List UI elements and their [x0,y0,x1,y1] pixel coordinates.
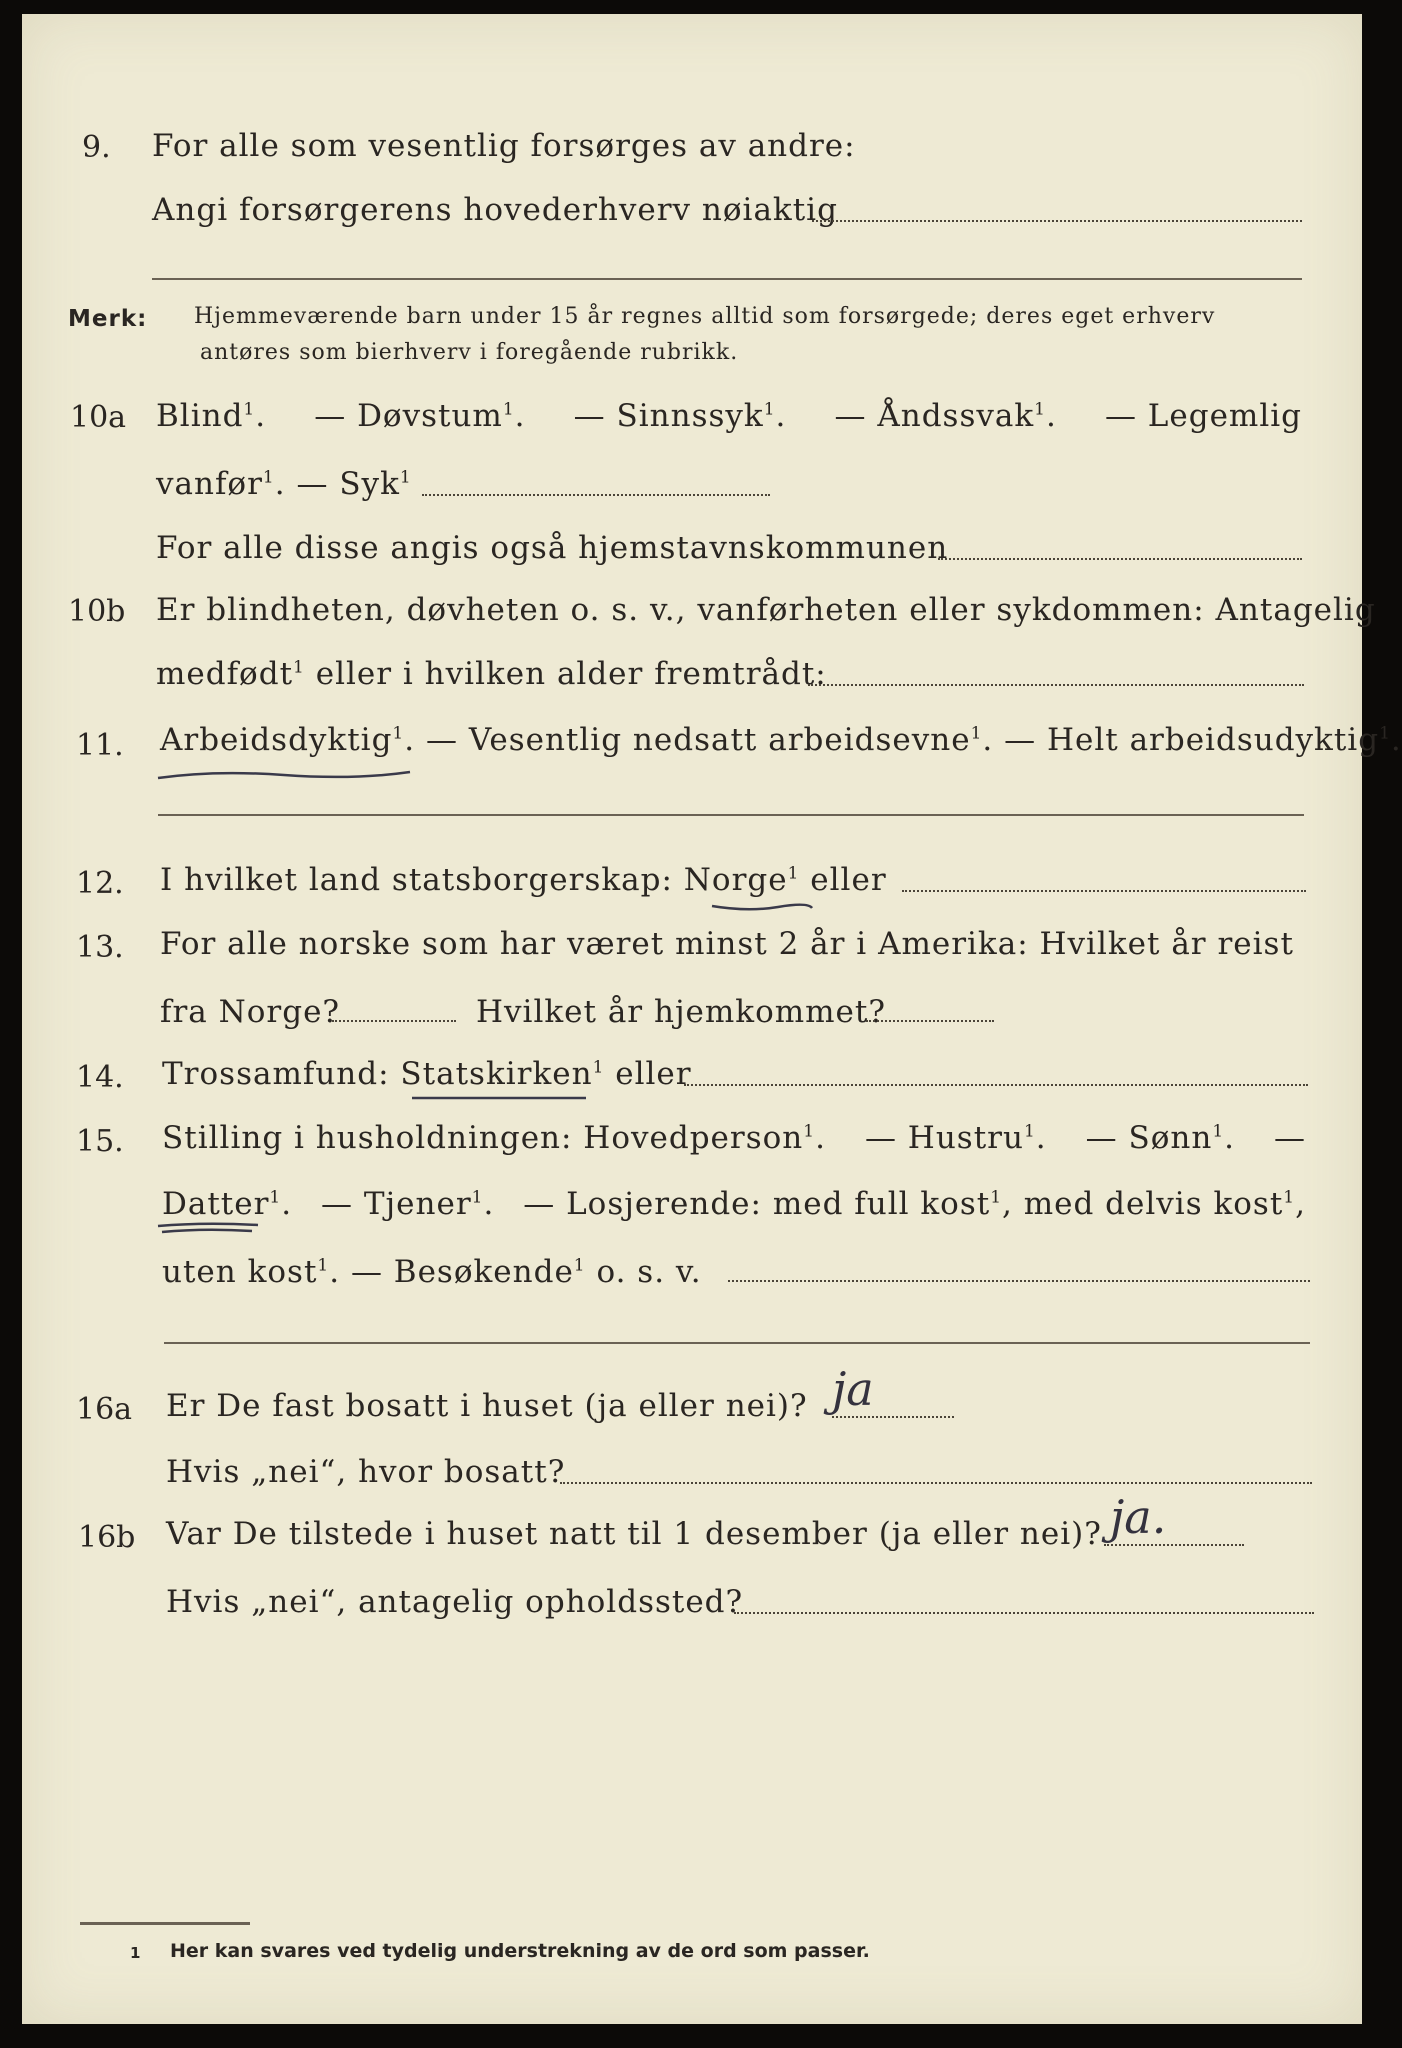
footnote-text: Her kan svares ved tydelig understrekning av de ord som passer. [170,1940,870,1962]
q11-number: 11. [76,728,124,763]
q16b-line2: Hvis „nei“, antagelig opholdssted? [166,1584,744,1620]
q9-answer-line [152,278,1302,280]
q14-number: 14. [76,1060,124,1095]
option-hovedperson: Stilling i husholdningen: Hovedperson$^1$. [162,1120,826,1156]
q15-line1: Stilling i husholdningen: Hovedperson$^1$. — Hustru$^1$. — Sønn$^1$. — [162,1120,1306,1156]
q16b-handwritten-answer: ja. [1110,1490,1167,1544]
footnote-rule [80,1922,250,1925]
q15-line2 [162,1186,1306,1222]
option-blind: Blind$^1$. [156,398,267,434]
option-statskirken: Statskirken$^1$ [400,1056,605,1092]
underline-datter [154,1220,264,1236]
q15-line3: uten kost$^1$. — Besøkende$^1$ o. s. v. [162,1254,702,1290]
q15-number: 15. [76,1124,124,1159]
q13-line2b: Hvilket år hjemkommet? [476,994,886,1030]
underline-norge [708,898,818,914]
q16b-fill [1104,1544,1244,1546]
q11-answer-line [158,814,1304,816]
q10a-line2 [156,466,412,502]
option-datter: Datter$^1$. [162,1186,293,1222]
q16a-handwritten-answer: ja [832,1362,874,1416]
q10b-fill [808,684,1304,686]
q16b-opholdssted-fill [734,1612,1314,1614]
q16a-fill [832,1416,954,1418]
option-sinnssyk: — Sinnssyk$^1$. [573,398,787,434]
q15-answer-line [164,1342,1310,1344]
q10b-line2: medfødt$^1$ eller i hvilken alder fremtrådt: [156,656,827,692]
underline-arbeidsdyktig [154,766,414,784]
q15-fill [728,1280,1310,1282]
option-andssvak: — Åndssvak$^1$. [834,398,1057,434]
merk-line2: antøres som bierhverv i foregående rubrikk. [200,340,739,365]
q12-fill [902,890,1306,892]
q12-line: I hvilket land statsborgerskap: Norge$^1$ eller [160,862,887,898]
q16a-line1: Er De fast bosatt i huset (ja eller nei)? [166,1388,808,1424]
merk-line1: Hjemmeværende barn under 15 år regnes alltid som forsørgede; deres eget erhverv [194,304,1216,329]
option-besokende: — Besøkende$^1$ [350,1254,586,1290]
q9-line1: For alle som vesentlig forsørges av andre: [152,128,856,164]
option-vanfor: vanfør$^1$. [156,466,286,502]
q9-number: 9. [82,130,111,165]
option-helt-udyktig: — Helt arbeidsudyktig$^1$. [1004,722,1402,758]
q13-line1: For alle norske som har været minst 2 år i Amerika: Hvilket år reist [160,926,1294,962]
option-arbeidsdyktig: Arbeidsdyktig$^1$. [160,722,416,758]
option-uten-kost: uten kost$^1$. [162,1254,341,1290]
q10a-number: 10a [70,400,127,435]
q13-number: 13. [76,930,124,965]
option-norge: Norge$^1$ [683,862,800,898]
q9-fill-line [812,220,1302,222]
option-nedsatt: — Vesentlig nedsatt arbeidsevne$^1$. [425,722,994,758]
q12-number: 12. [76,866,124,901]
q14-fill [684,1084,1308,1086]
q13-hjem-fill [866,1020,994,1022]
q11-line [160,722,1402,758]
q10b-number: 10b [68,594,126,629]
option-legemlig: — Legemlig [1104,398,1302,434]
option-losjerende: — Losjerende: med full kost$^1$, med delvis kost$^1$, [523,1186,1306,1222]
option-sonn: — Sønn$^1$. [1085,1120,1235,1156]
q14-line: Trossamfund: Statskirken$^1$ eller [162,1056,692,1092]
option-tjener: — Tjener$^1$. [321,1186,495,1222]
q13-reist-fill [332,1020,456,1022]
q16b-line1: Var De tilstede i huset natt til 1 desember (ja eller nei)? [166,1516,1102,1552]
footnote-mark: 1 [130,1944,141,1962]
q13-line2a: fra Norge? [160,994,341,1030]
q10a-line3: For alle disse angis også hjemstavnskommunen [156,530,949,566]
option-syk: — Syk$^1$ [296,466,412,502]
option-dovstum: — Døvstum$^1$. [314,398,526,434]
q16a-number: 16a [76,1392,133,1427]
q10a-syk-fill [422,494,770,496]
q10b-line1: Er blindheten, døvheten o. s. v., vanførheten eller sykdommen: Antagelig [156,592,1376,628]
q10a-kommune-fill [938,558,1302,560]
q10a-line1 [156,398,1302,434]
q16a-line2: Hvis „nei“, hvor bosatt? [166,1454,566,1490]
q9-line2: Angi forsørgerens hovederhverv nøiaktig [152,192,838,228]
census-form-page [22,14,1402,2024]
merk-label: Merk: [68,306,148,332]
underline-statskirken [410,1092,590,1106]
q16a-bosatt-fill [560,1482,1312,1484]
option-hustru: — Hustru$^1$. [864,1120,1047,1156]
q16b-number: 16b [78,1520,136,1555]
